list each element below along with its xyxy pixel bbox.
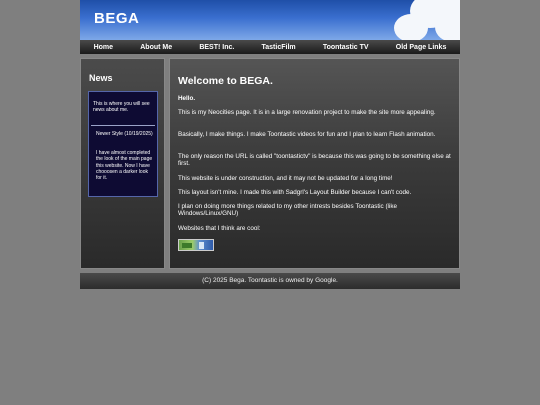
cool-site-button[interactable] [178,239,214,251]
nav-best-inc[interactable]: BEST! Inc. [199,43,235,51]
paragraph-layout: This layout isn't mine. I made this with Sadgrl's Layout Builder because I can't code. [178,189,412,196]
paragraph-plans: I plan on doing more things related to my other intrests besides Toontastic (like Windows/Linux/GNU) [178,203,397,218]
paragraph-url: The only reason the URL is called "toontastictv" is because this was going to be something else at first. [178,153,451,168]
badge-graphic-right [199,242,204,249]
nav-home[interactable]: Home [93,43,114,51]
nav-tasticfilm[interactable]: TasticFilm [261,43,296,51]
news-divider [91,125,155,126]
news-box[interactable] [88,91,158,197]
footer [80,273,460,289]
greeting: Hello. [178,95,196,102]
news-intro: This is where you will see news about me. [93,101,150,114]
nav-toontastic-tv[interactable]: Toontastic TV [322,43,369,51]
news-body: I have almost completed the look of the main page this website. Now I have chooosen a darker look for it. [96,150,153,182]
nav-bar [80,40,460,54]
news-date: Newer Style (10/19/2025) [96,131,153,137]
main-content [169,58,460,269]
footer-text: (C) 2025 Bega. Toontastic is owned by Google. [202,277,338,284]
page-title: Welcome to BEGA. [178,75,273,87]
sidebar-title: News [89,73,113,83]
nav-old-page-links[interactable]: Old Page Links [395,43,447,51]
paragraph-intro: This is my Neocities page. It is in a large renovation project to make the site more appealing. [178,109,436,116]
sidebar [80,58,165,269]
paragraph-construction: This website is under construction, and it may not be updated for a long time! [178,175,393,182]
paragraph-make-things: Basically, I make things. I make Toontastic videos for fun and I plan to learn Flash animation. [178,131,436,138]
nav-about-me[interactable]: About Me [140,43,173,51]
header-banner [80,0,460,40]
cool-sites-label: Websites that I think are cool: [178,225,261,232]
badge-graphic-left [182,243,192,248]
site-title: BEGA [94,10,140,27]
